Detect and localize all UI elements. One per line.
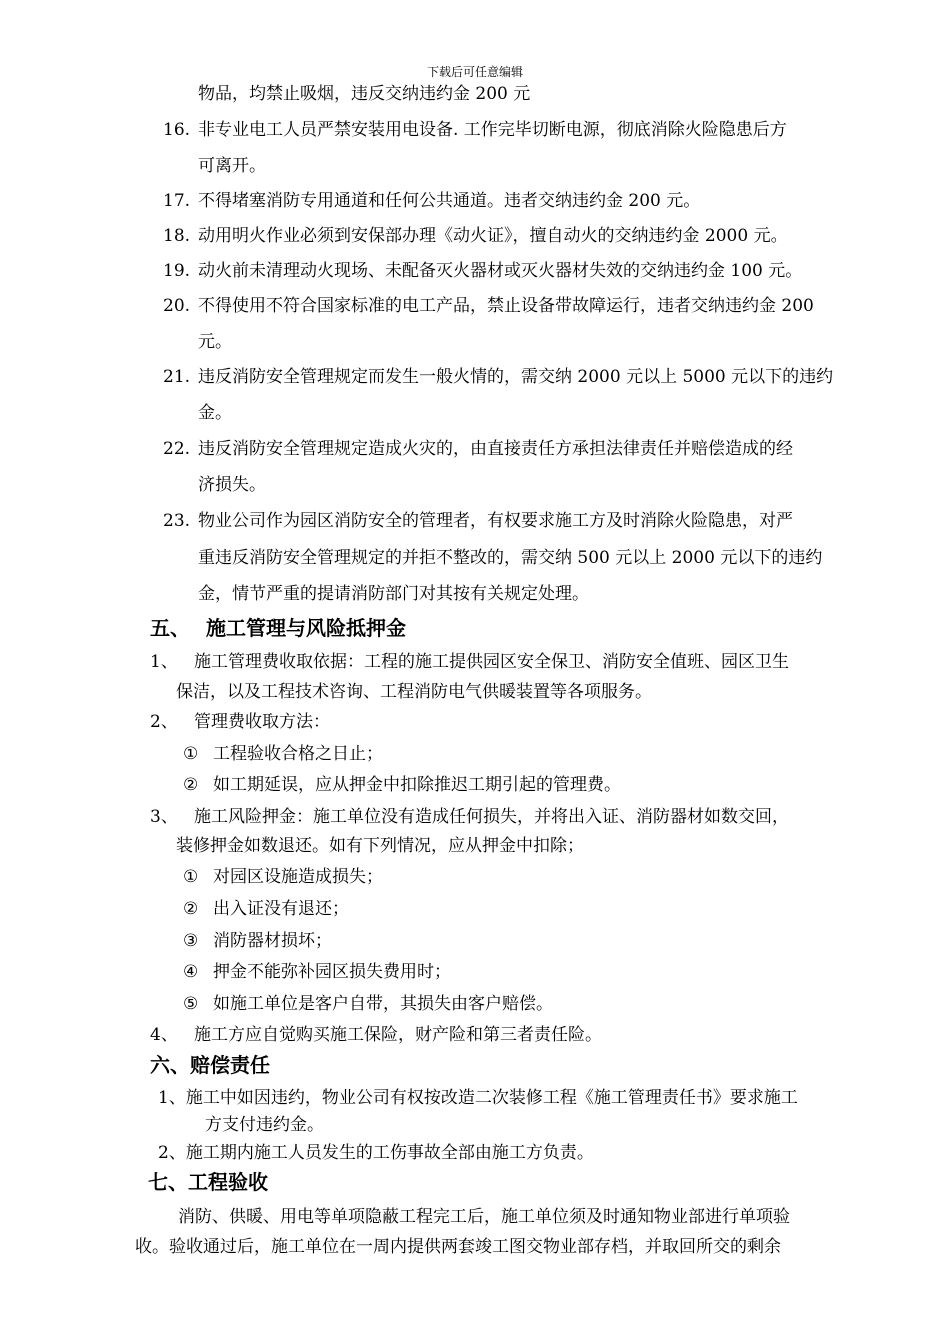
s5-item-3-line-1: 施工风险押金：施工单位没有造成任何损失，并将出入证、消防器材如数交回，	[194, 807, 789, 827]
rule-22-line-1: 违反消防安全管理规定造成火灾的，由直接责任方承担法律责任并赔偿造成的经	[198, 439, 793, 459]
rule-23-number: 23.	[163, 511, 191, 531]
rule-20-line-1: 不得使用不符合国家标准的电工产品，禁止设备带故障运行，违者交纳违约金 200	[198, 296, 814, 316]
rule-23-line-2: 重违反消防安全管理规定的并拒不整改的，需交纳 500 元以上 2000 元以下的违约	[198, 548, 823, 568]
circled-mark: ①	[183, 744, 199, 764]
sub-item-text: 出入证没有退还；	[213, 899, 349, 919]
section-6-heading: 六、赔偿责任	[150, 1053, 270, 1077]
s5-item-3-sub-1	[183, 866, 383, 888]
s5-item-3-sub-2	[183, 898, 349, 920]
section-7-heading: 七、工程验收	[148, 1170, 268, 1194]
s5-item-2-sub-2	[183, 774, 621, 796]
s5-item-3-sub-4	[183, 961, 451, 983]
sub-item-text: 对园区设施造成损失；	[213, 867, 383, 887]
rule-19-number: 19.	[163, 261, 191, 281]
s5-item-3-line-2: 装修押金如数退还。如有下列情况，应从押金中扣除；	[176, 836, 584, 856]
s5-item-4-text: 施工方应自觉购买施工保险，财产险和第三者责任险。	[194, 1025, 602, 1045]
rule-23-line-1: 物业公司作为园区消防安全的管理者，有权要求施工方及时消除火险隐患，对严	[198, 511, 793, 531]
page-header-note: 下载后可任意编辑	[426, 65, 523, 79]
s5-item-2-number: 2、	[150, 712, 178, 732]
rule-17-line-1: 不得堵塞消防专用通道和任何公共通道。违者交纳违约金 200 元。	[198, 191, 701, 211]
section-5-number: 五、	[150, 616, 190, 640]
rule-15-continuation: 物品，均禁止吸烟，违反交纳违约金 200 元	[198, 84, 531, 104]
rule-19-line-1: 动火前未清理动火现场、未配备灭火器材或灭火器材失效的交纳违约金 100 元。	[198, 261, 803, 281]
s5-item-3-sub-5	[183, 993, 553, 1015]
rule-22-line-2: 济损失。	[198, 475, 266, 495]
rule-16-line-1: 非专业电工人员严禁安装用电设备. 工作完毕切断电源，彻底消除火险隐患后方	[198, 120, 787, 140]
circled-mark: ①	[183, 867, 199, 887]
s5-item-2-sub-1	[183, 743, 383, 765]
rule-23-line-3: 金，情节严重的提请消防部门对其按有关规定处理。	[198, 584, 589, 604]
rule-22-number: 22.	[163, 439, 191, 459]
circled-mark: ②	[183, 899, 199, 919]
s7-paragraph-line-2: 收。验收通过后，施工单位在一周内提供两套竣工图交物业部存档，并取回所交的剩余	[135, 1237, 781, 1257]
rule-21-line-2: 金。	[198, 403, 232, 423]
s6-item-1-line-1: 1、施工中如因违约，物业公司有权按改造二次装修工程《施工管理责任书》要求施工	[158, 1088, 798, 1108]
rule-18-line-1: 动用明火作业必须到安保部办理《动火证》，擅自动火的交纳违约金 2000 元。	[198, 226, 788, 246]
s7-paragraph-line-1: 消防、供暖、用电等单项隐蔽工程完工后，施工单位须及时通知物业部进行单项验	[178, 1207, 790, 1227]
s6-item-2: 2、施工期内施工人员发生的工伤事故全部由施工方负责。	[158, 1143, 594, 1163]
s5-item-1-number: 1、	[150, 652, 178, 672]
sub-item-text: 押金不能弥补园区损失费用时；	[213, 962, 451, 982]
rule-21-line-1: 违反消防安全管理规定而发生一般火情的，需交纳 2000 元以上 5000 元以下的违约	[198, 367, 834, 387]
rule-17-number: 17.	[163, 191, 191, 211]
circled-mark: ④	[183, 962, 199, 982]
s5-item-4-number: 4、	[150, 1025, 178, 1045]
section-5-heading	[150, 615, 406, 641]
s5-item-3-sub-3	[183, 930, 332, 952]
s5-item-1-line-2: 保洁，以及工程技术咨询、工程消防电气供暖装置等各项服务。	[176, 682, 652, 702]
circled-mark: ②	[183, 775, 199, 795]
rule-18-number: 18.	[163, 226, 191, 246]
s6-item-1-line-2: 方支付违约金。	[205, 1115, 324, 1135]
rule-20-number: 20.	[163, 296, 191, 316]
s5-item-2-text: 管理费收取方法：	[194, 712, 330, 732]
rule-16-number: 16.	[163, 120, 191, 140]
rule-21-number: 21.	[163, 367, 191, 387]
circled-mark: ⑤	[183, 994, 199, 1014]
circled-mark: ③	[183, 931, 199, 951]
rule-20-line-2: 元。	[198, 332, 232, 352]
s5-item-3-number: 3、	[150, 807, 178, 827]
sub-item-text: 如施工单位是客户自带，其损失由客户赔偿。	[213, 994, 553, 1014]
sub-item-text: 消防器材损坏；	[213, 931, 332, 951]
s5-item-1-line-1: 施工管理费收取依据：工程的施工提供园区安全保卫、消防安全值班、园区卫生	[194, 652, 789, 672]
section-5-title: 施工管理与风险抵押金	[206, 616, 406, 640]
sub-item-text: 如工期延误，应从押金中扣除推迟工期引起的管理费。	[213, 775, 621, 795]
sub-item-text: 工程验收合格之日止；	[213, 744, 383, 764]
rule-16-line-2: 可离开。	[198, 156, 266, 176]
